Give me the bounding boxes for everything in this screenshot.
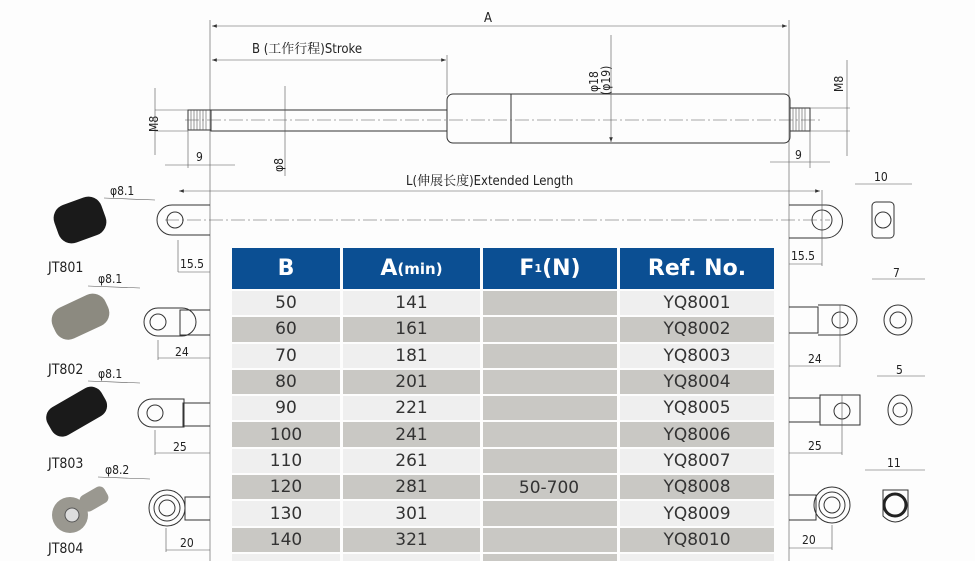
dim-a-label: A — [484, 11, 492, 26]
thread-right-label: M8 — [832, 75, 846, 92]
cell-ref: YQ8009 — [620, 501, 774, 525]
cell-b: 120 — [232, 475, 340, 499]
table-row — [232, 449, 774, 473]
table-row — [232, 344, 774, 368]
table-body — [232, 291, 774, 561]
table-row — [232, 422, 774, 446]
cell-b: 140 — [232, 528, 340, 552]
hole-dia: φ8.2 — [105, 463, 130, 477]
cell-b: 70 — [232, 344, 340, 368]
hole-dia: φ8.1 — [110, 184, 135, 198]
fitting-length: 15.5 — [791, 249, 816, 263]
cell-f — [483, 396, 617, 420]
thread-len-left-label: 9 — [196, 150, 203, 164]
fitting-photo — [42, 382, 112, 441]
fitting-code: JT802 — [48, 362, 84, 378]
cell-ref: YQ8006 — [620, 422, 774, 446]
fitting-jt804 — [47, 463, 210, 557]
table-row — [232, 291, 774, 315]
cell-ref: YQ8007 — [620, 449, 774, 473]
body-dia-label: φ18 — [587, 71, 601, 92]
cell-b: 100 — [232, 422, 340, 446]
header-a-sub: (min) — [397, 259, 443, 278]
fitting-width: 7 — [893, 266, 900, 280]
right-fitting-3 — [789, 363, 925, 455]
cell-ref: YQ8003 — [620, 344, 774, 368]
right-fitting-2 — [789, 266, 925, 367]
cell-a: 321 — [343, 528, 480, 552]
thread-left-label: M8 — [147, 115, 161, 132]
dim-b-label: B (工作行程)Stroke — [252, 42, 363, 57]
fitting-length: 20 — [180, 536, 194, 550]
fitting-length: 24 — [808, 352, 822, 366]
fitting-width: 11 — [887, 456, 901, 470]
cell-a: 261 — [343, 449, 480, 473]
fitting-photo — [50, 193, 111, 248]
cell-b: 110 — [232, 449, 340, 473]
cell-f — [483, 528, 617, 552]
cell-ref: YQ8010 — [620, 528, 774, 552]
fitting-code: JT803 — [48, 456, 84, 472]
fitting-length: 20 — [802, 533, 816, 547]
fitting-jt801 — [47, 184, 210, 276]
header-f-text: F — [519, 256, 535, 281]
body-dia-alt-label: (φ19) — [599, 65, 613, 95]
cell-ref: YQ8005 — [620, 396, 774, 420]
fitting-code: JT804 — [48, 541, 84, 557]
hole-dia: φ8.1 — [98, 272, 123, 286]
cell-f — [483, 422, 617, 446]
cell-f — [483, 449, 617, 473]
header-ref: Ref. No. — [620, 248, 774, 289]
cell-b: 80 — [232, 370, 340, 394]
rod-dia-label: φ8 — [272, 158, 286, 172]
cell-f — [483, 501, 617, 525]
hole-dia: φ8.1 — [98, 367, 123, 381]
fitting-photo — [47, 289, 114, 344]
header-a — [343, 248, 480, 289]
header-f-sub: 1 — [534, 262, 543, 275]
cell-a: 241 — [343, 422, 480, 446]
cell-f — [483, 291, 617, 315]
table-row — [232, 317, 774, 341]
cell-f — [483, 317, 617, 341]
cell-b: 130 — [232, 501, 340, 525]
cell-f — [483, 370, 617, 394]
table-row — [232, 554, 774, 561]
fitting-length: 25 — [808, 439, 822, 453]
header-f-unit: (N) — [542, 256, 581, 281]
fitting-length: 24 — [175, 345, 189, 359]
table-row — [232, 396, 774, 420]
cell-a: 181 — [343, 344, 480, 368]
header-a-text: A — [380, 256, 398, 281]
fitting-code: JT801 — [48, 260, 84, 276]
cell-a: 161 — [343, 317, 480, 341]
cell-a: 141 — [343, 291, 480, 315]
cell-a: 221 — [343, 396, 480, 420]
fitting-jt803 — [42, 367, 210, 472]
cell-a: 301 — [343, 501, 480, 525]
fitting-width: 5 — [896, 363, 903, 377]
table-header — [232, 248, 774, 289]
cell-ref: YQ8002 — [620, 317, 774, 341]
fitting-jt802 — [47, 272, 210, 378]
cell-ref: YQ8008 — [620, 475, 774, 499]
cell-ref: YQ8001 — [620, 291, 774, 315]
fitting-width: 10 — [874, 170, 888, 184]
spec-table — [232, 248, 774, 561]
cylinder-body — [447, 94, 790, 143]
right-fitting-1 — [789, 170, 912, 266]
piston-rod — [211, 110, 447, 131]
cell-b: 60 — [232, 317, 340, 341]
fitting-length: 25 — [173, 440, 187, 454]
cell-b: 50 — [232, 291, 340, 315]
header-b: B — [232, 248, 340, 289]
cell-a: 201 — [343, 370, 480, 394]
fitting-length: 15.5 — [180, 257, 205, 271]
cell-b: 90 — [232, 396, 340, 420]
header-f1 — [483, 248, 617, 289]
cell-f — [483, 344, 617, 368]
force-range: 50-700 — [518, 478, 580, 498]
cell-a: 281 — [343, 475, 480, 499]
table-row — [232, 370, 774, 394]
table-row — [232, 528, 774, 552]
thread-len-right-label: 9 — [795, 148, 802, 162]
cell-ref: YQ8004 — [620, 370, 774, 394]
table-row — [232, 501, 774, 525]
dim-l-label: L(伸展长度)Extended Length — [406, 174, 574, 189]
right-fitting-4 — [789, 456, 925, 550]
